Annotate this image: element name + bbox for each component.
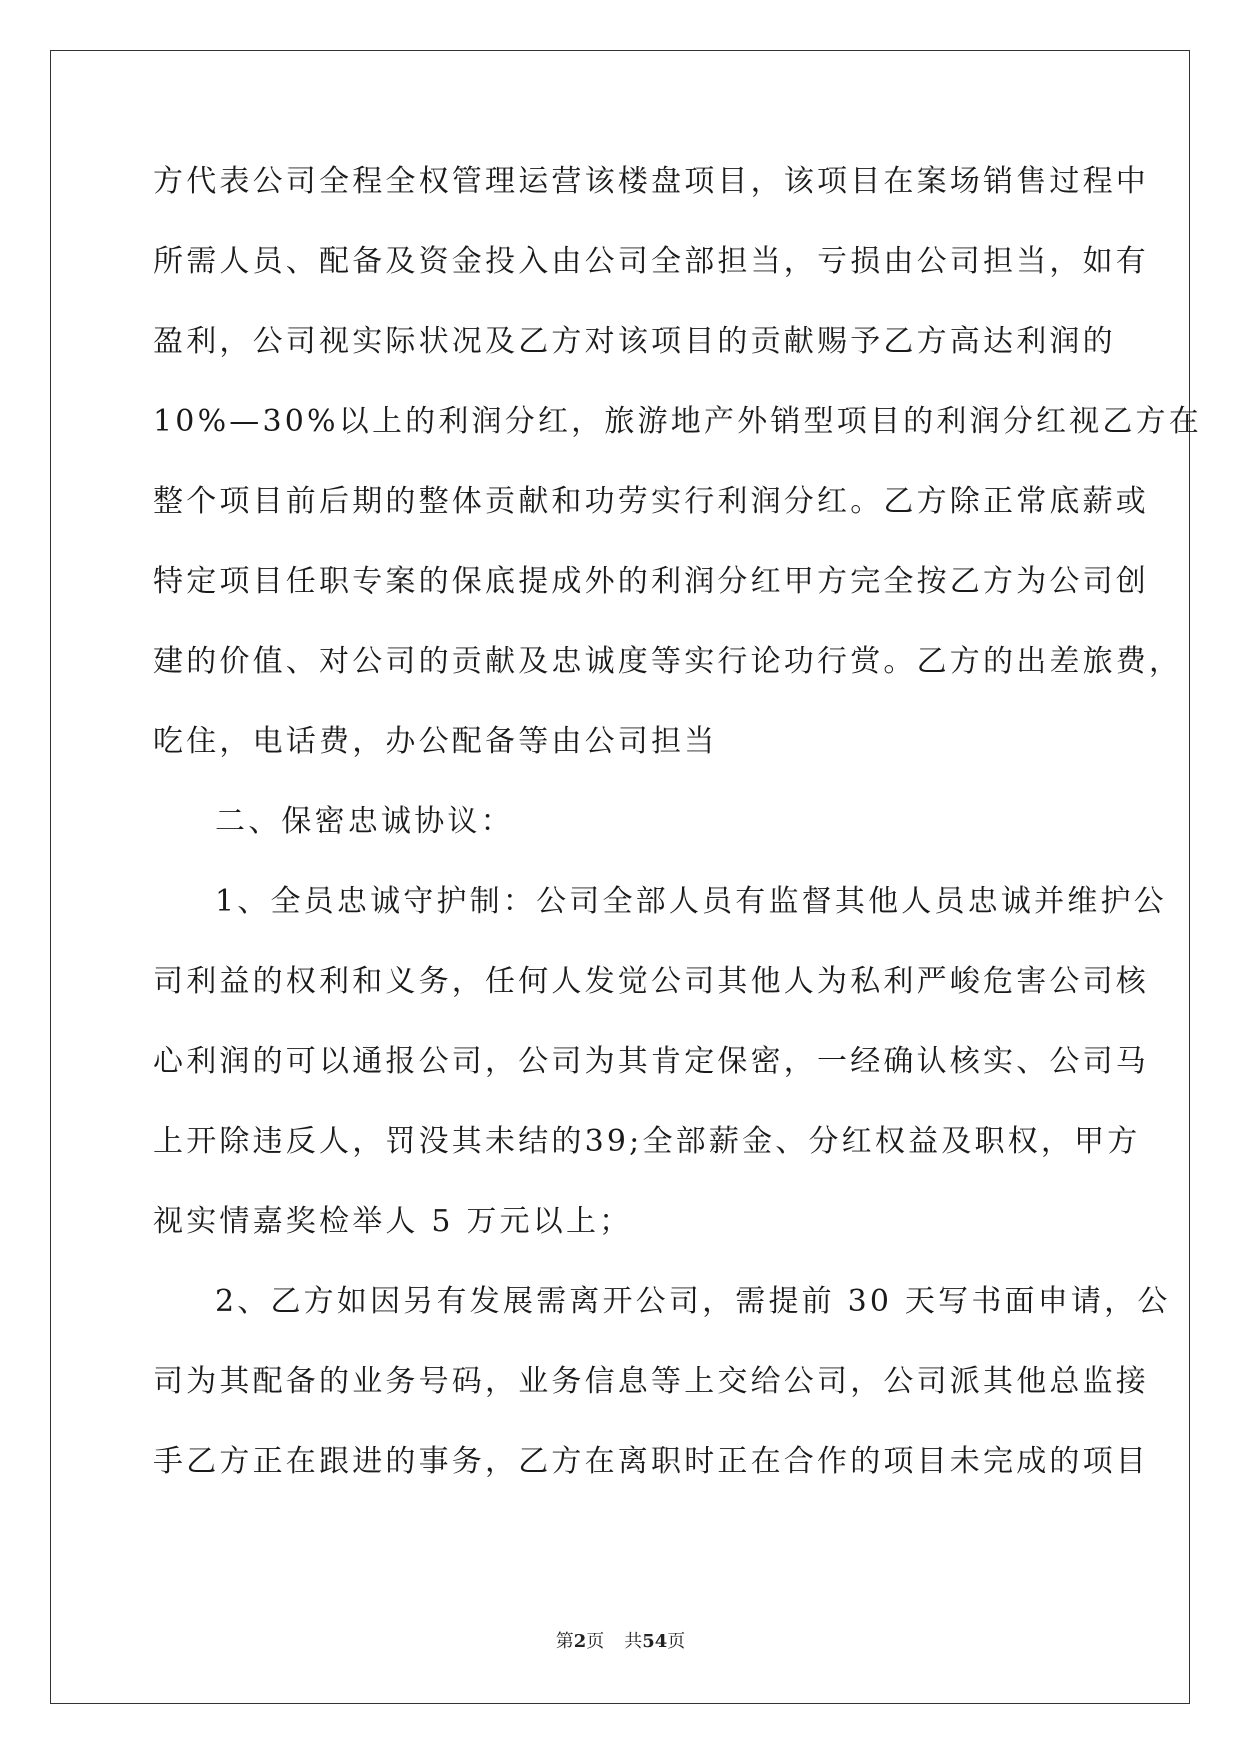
text-line: 手乙方正在跟进的事务，乙方在离职时正在合作的项目未完成的项目 <box>153 1444 1149 1479</box>
text-line: 建的价值、对公司的贡献及忠诚度等实行论功行赏。乙方的出差旅费， <box>153 644 1183 679</box>
page-footer <box>0 1627 1241 1653</box>
text-line: 方代表公司全程全权管理运营该楼盘项目，该项目在案场销售过程中 <box>153 164 1149 199</box>
text-line: 2、乙方如因另有发展需离开公司，需提前 30 天写书面申请，公 <box>215 1284 1171 1319</box>
text-line: 盈利，公司视实际状况及乙方对该项目的贡献赐予乙方高达利润的 <box>153 324 1116 359</box>
page-number: 2 <box>573 1631 587 1652</box>
text-line: 1、全员忠诚守护制：公司全部人员有监督其他人员忠诚并维护公 <box>215 884 1167 919</box>
page-suffix: 页 <box>586 1631 605 1652</box>
text-line: 上开除违反人，罚没其未结的39;全部薪金、分红权益及职权，甲方 <box>153 1124 1141 1159</box>
text-line: 司为其配备的业务号码，业务信息等上交给公司，公司派其他总监接 <box>153 1364 1149 1399</box>
total-suffix: 页 <box>667 1631 686 1652</box>
text-line: 心利润的可以通报公司，公司为其肯定保密，一经确认核实、公司马 <box>153 1044 1149 1079</box>
text-line: 司利益的权利和义务，任何人发觉公司其他人为私利严峻危害公司核 <box>153 964 1149 999</box>
total-prefix: 共 <box>624 1631 643 1652</box>
document-body <box>153 162 1202 1522</box>
text-line: 10%—30%以上的利润分红，旅游地产外销型项目的利润分红视乙方在 <box>153 404 1202 439</box>
text-line: 整个项目前后期的整体贡献和功劳实行利润分红。乙方除正常底薪或 <box>153 484 1149 519</box>
text-line: 吃住，电话费，办公配备等由公司担当 <box>153 724 718 759</box>
page-prefix: 第 <box>555 1631 574 1652</box>
total-pages: 54 <box>642 1631 668 1652</box>
text-line: 视实情嘉奖检举人 5 万元以上； <box>153 1204 633 1239</box>
section-heading: 二、保密忠诚协议： <box>215 804 514 839</box>
text-line: 特定项目任职专案的保底提成外的利润分红甲方完全按乙方为公司创 <box>153 564 1149 599</box>
text-line: 所需人员、配备及资金投入由公司全部担当，亏损由公司担当，如有 <box>153 244 1149 279</box>
